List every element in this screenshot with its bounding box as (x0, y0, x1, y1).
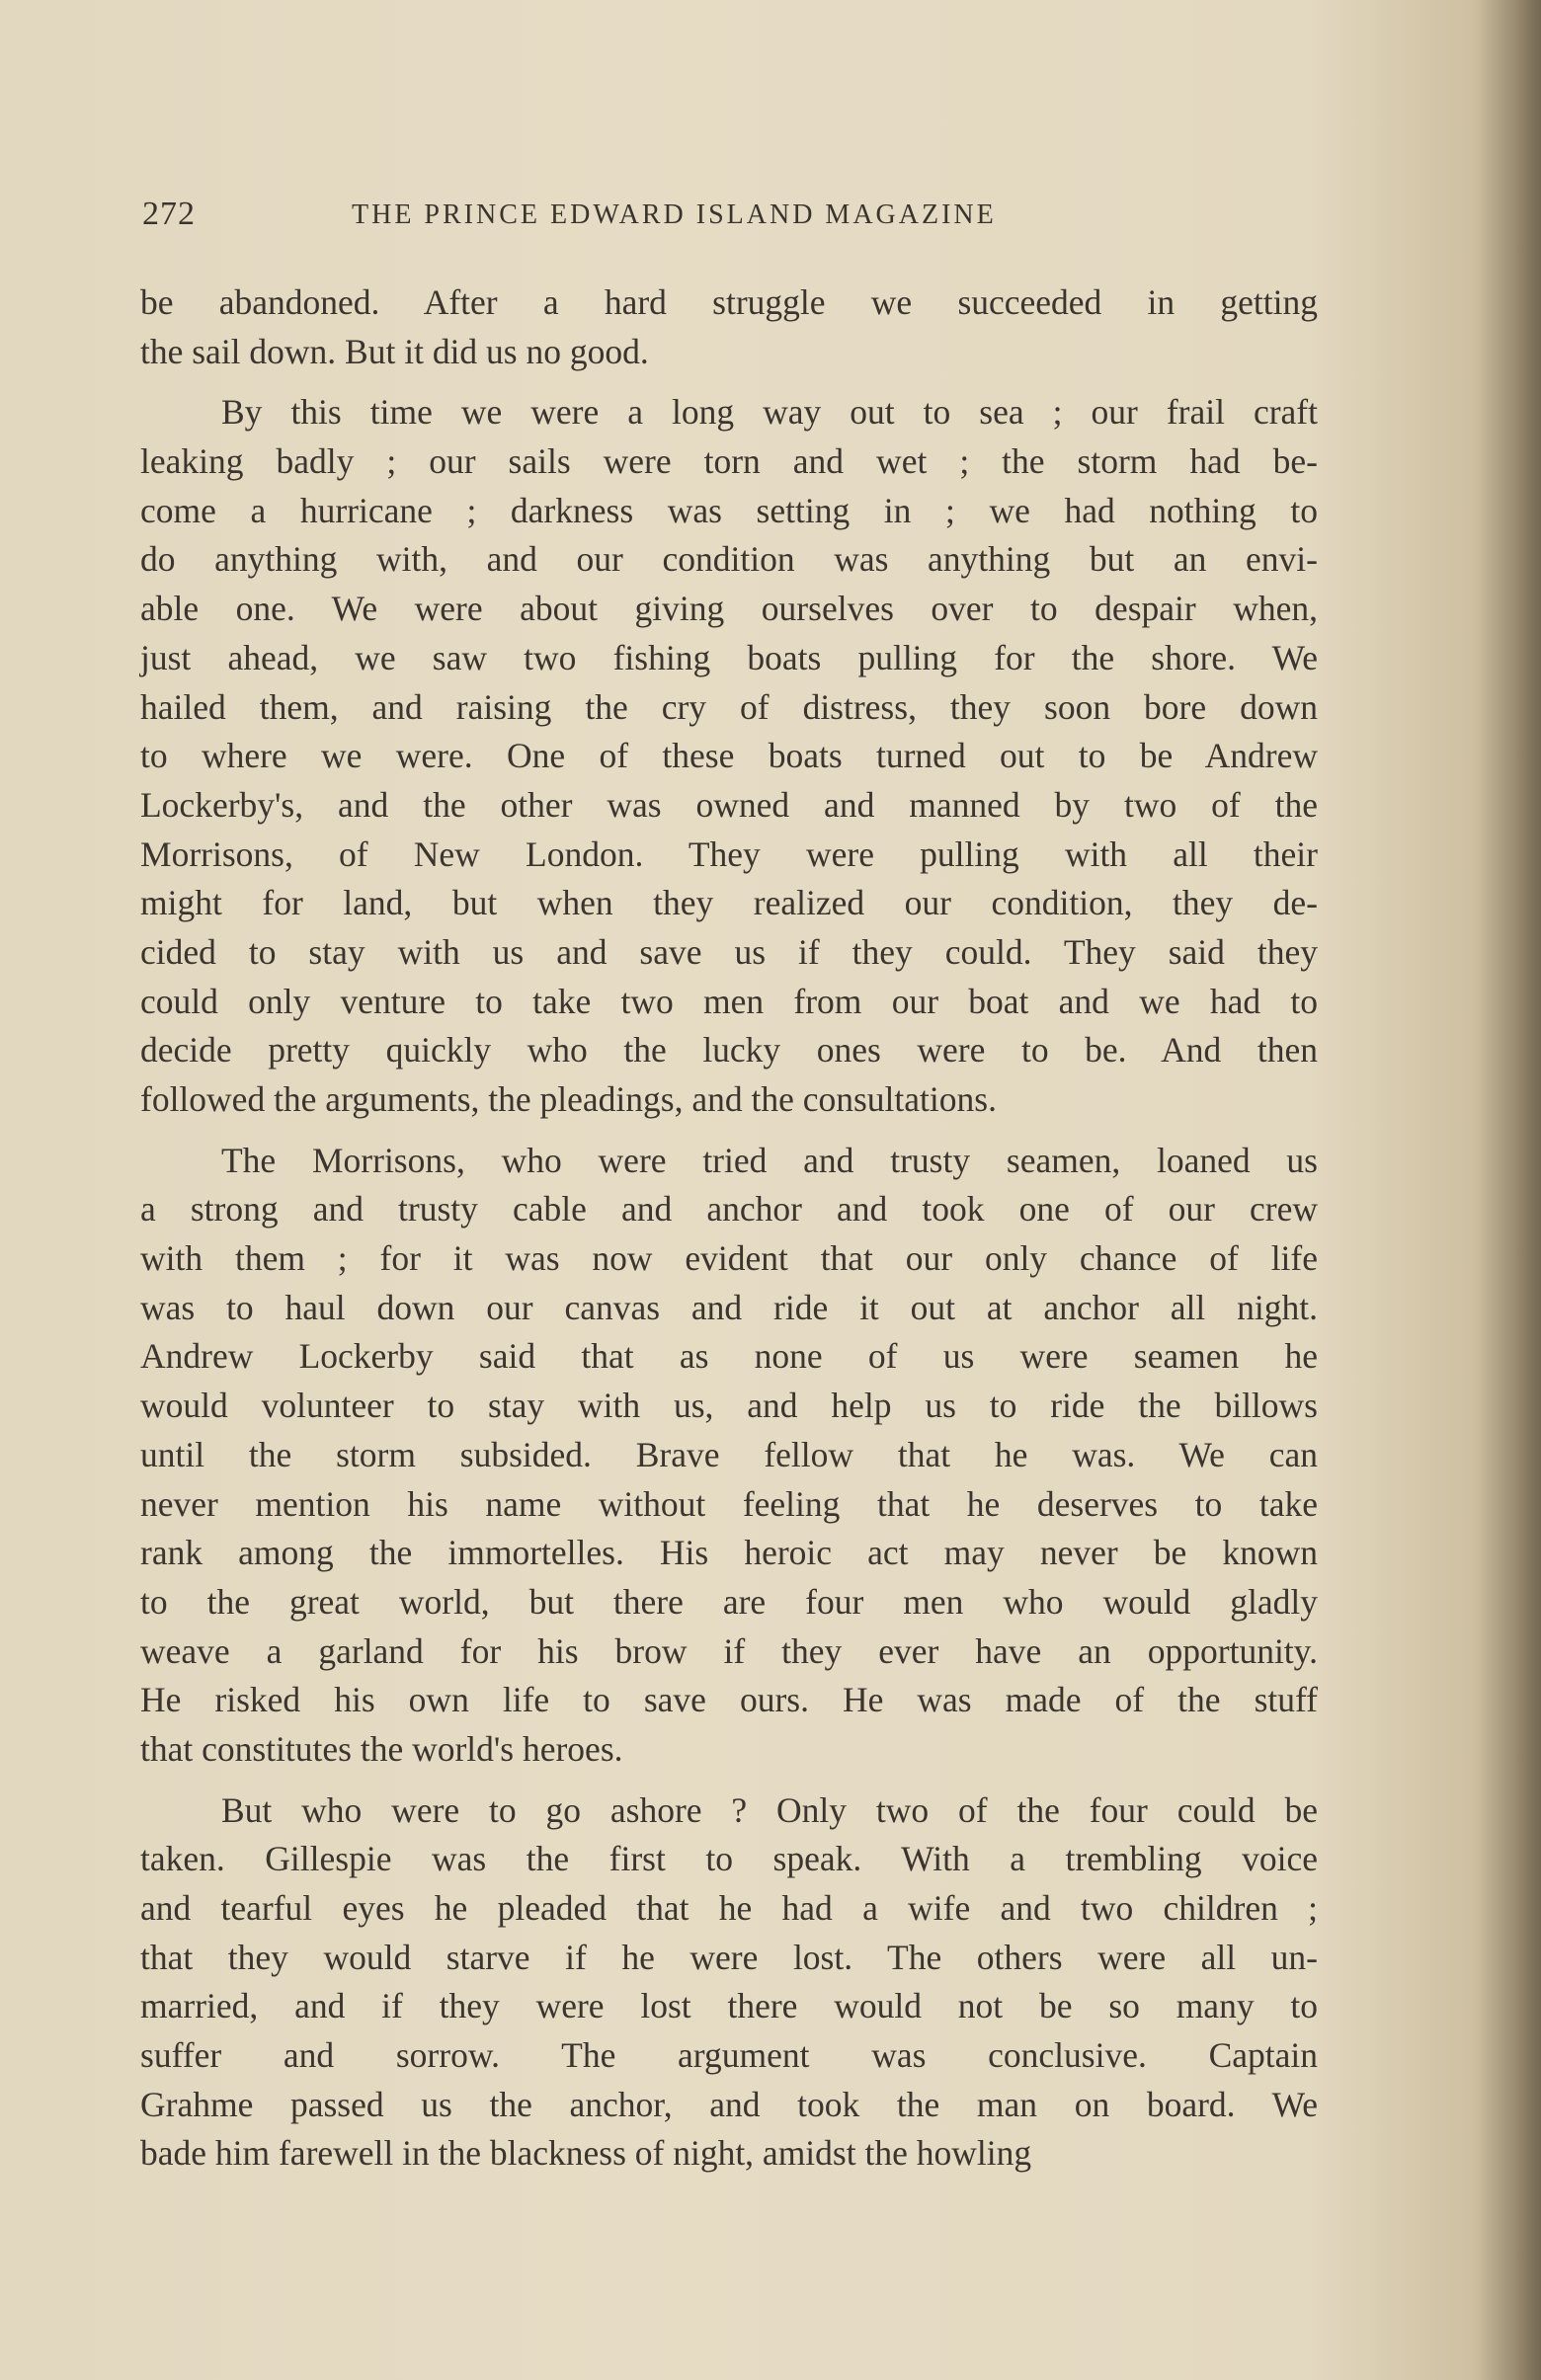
text-line: do anything with, and our condition was anything but an envi- (140, 539, 1318, 580)
page-number: 272 (142, 196, 196, 232)
text-line: until the storm subsided. Brave fellow that he was. We can (140, 1434, 1318, 1474)
text-line: He risked his own life to save ours. He was made of the stuff (140, 1680, 1318, 1720)
text-line: bade him farewell in the blackness of night, amidst the howling (140, 2133, 1032, 2174)
text-line: followed the arguments, the pleadings, and the consultations. (140, 1079, 997, 1119)
text-line: to the great world, but there are four men who would gladly (140, 1581, 1318, 1622)
text-line: The Morrisons, who were tried and trusty seamen, loaned us (221, 1140, 1318, 1180)
text-line: rank among the immortelles. His heroic act may never be known (140, 1533, 1318, 1573)
text-line: with them ; for it was now evident that our only chance of life (140, 1238, 1318, 1279)
text-line: hailed them, and raising the cry of distress, they soon bore down (140, 686, 1318, 727)
text-line: Grahme passed us the anchor, and took the man on board. We (140, 2084, 1318, 2124)
text-line: a strong and trusty cable and anchor and took one of our crew (140, 1189, 1318, 1230)
text-line: come a hurricane ; darkness was setting in ; we had nothing to (140, 490, 1318, 530)
magazine-title: THE PRINCE EDWARD ISLAND MAGAZINE (352, 199, 997, 230)
paragraph (140, 278, 1318, 376)
text-line: Andrew Lockerby said that as none of us were seamen he (140, 1336, 1318, 1377)
paragraph (140, 1137, 1318, 1775)
text-line: the sail down. But it did us no good. (140, 331, 649, 371)
text-line: cided to stay with us and save us if they could. They said they (140, 931, 1318, 972)
text-line: and tearful eyes he pleaded that he had a wife and two children ; (140, 1888, 1318, 1928)
text-line: taken. Gillespie was the first to speak. With a trembling voice (140, 1839, 1318, 1879)
text-line: be abandoned. After a hard struggle we succeeded in getting (140, 282, 1318, 322)
text-line: suffer and sorrow. The argument was conclusive. Captain (140, 2035, 1318, 2076)
text-line: that they would starve if he were lost. The others were all un- (140, 1937, 1318, 1977)
text-line: By this time we were a long way out to sea ; our frail craft (221, 392, 1318, 433)
running-head (142, 196, 1318, 245)
text-line: that constitutes the world's heroes. (140, 1728, 623, 1769)
paragraph (140, 1786, 1318, 2180)
text-line: might for land, but when they realized our condition, they de- (140, 883, 1318, 923)
text-line: would volunteer to stay with us, and help us to ride the billows (140, 1386, 1318, 1426)
paragraph (140, 388, 1318, 1124)
text-line: decide pretty quickly who the lucky ones were to be. And then (140, 1030, 1318, 1071)
text-line: able one. We were about giving ourselves over to despair when, (140, 589, 1318, 629)
text-line: weave a garland for his brow if they ever have an opportunity. (140, 1630, 1318, 1671)
text-line: But who were to go ashore ? Only two of the four could be (221, 1789, 1318, 1830)
text-line: Morrisons, of New London. They were pulling with all their (140, 833, 1318, 874)
text-line: Lockerby's, and the other was owned and manned by two of the (140, 784, 1318, 825)
text-line: was to haul down our canvas and ride it out at anchor all night. (140, 1287, 1318, 1327)
text-line: to where we were. One of these boats turned out to be Andrew (140, 736, 1318, 776)
text-line: could only venture to take two men from our boat and we had to (140, 981, 1318, 1021)
body-text (140, 278, 1318, 2190)
text-line: never mention his name without feeling that he deserves to take (140, 1483, 1318, 1524)
text-line: just ahead, we saw two fishing boats pulling for the shore. We (140, 637, 1318, 677)
text-line: married, and if they were lost there would not be so many to (140, 1986, 1318, 2026)
page-edge-shadow (1472, 0, 1541, 2380)
text-line: leaking badly ; our sails were torn and wet ; the storm had be- (140, 441, 1318, 482)
